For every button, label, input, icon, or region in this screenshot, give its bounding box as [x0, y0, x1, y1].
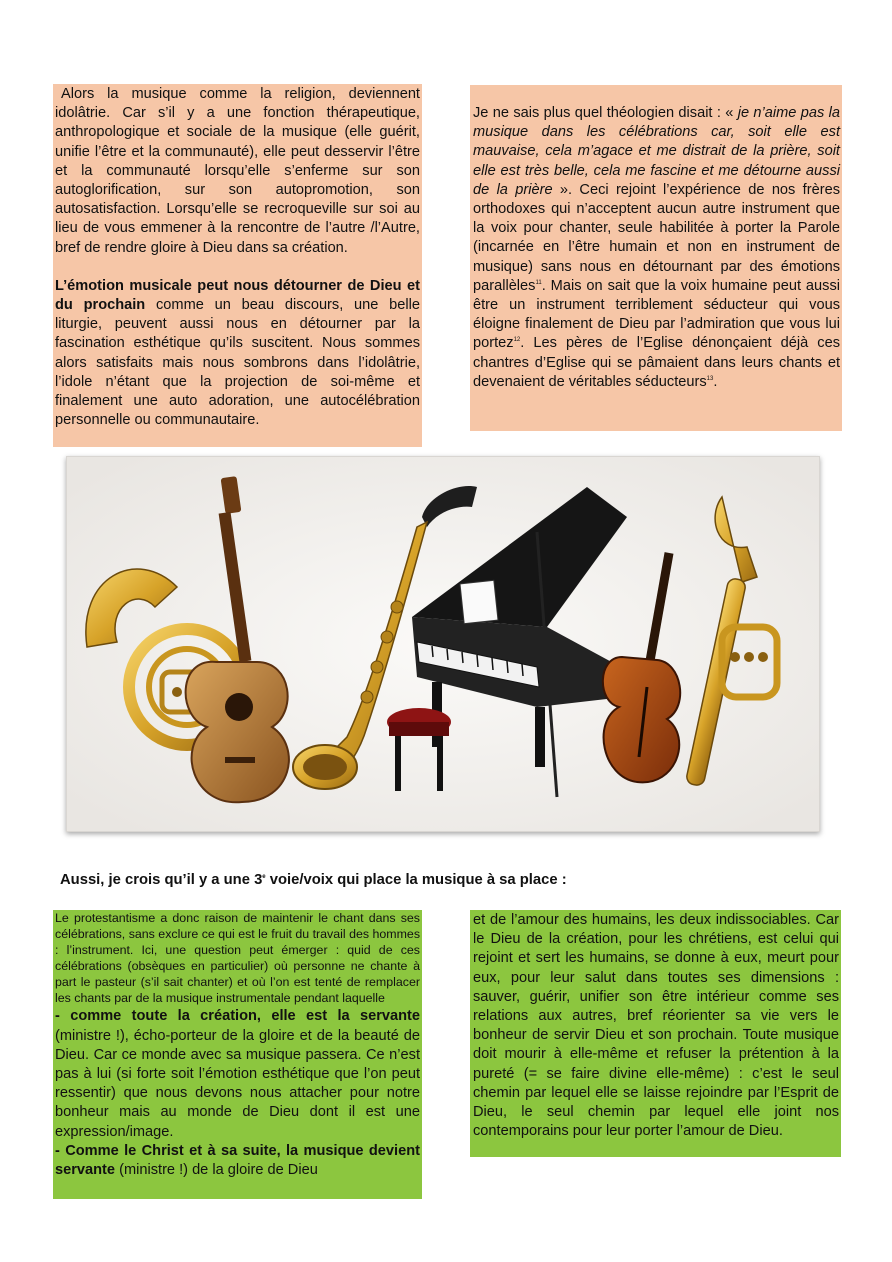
text-block-top-right: [470, 85, 842, 431]
section-heading-third-way: Aussi, je crois qu’il y a une 3e voie/voix qui place la musique à sa place :: [60, 872, 567, 888]
footnote-ref-12[interactable]: 12: [513, 337, 521, 344]
footnote-ref-13[interactable]: 13: [706, 375, 714, 382]
theologian-quote: je n’aime pas la musique dans les célébrations car, soit elle est mauvaise, cela m’agace et me distrait de la prière, soit elle est très belle, cela me fascine et me détourne aussi de la prière: [473, 105, 841, 198]
text-block-bottom-right: [470, 910, 841, 1157]
text-block-top-left: [53, 84, 422, 447]
emphasis-servant-creation: - comme toute la création, elle est la servante: [55, 1008, 420, 1025]
paragraph-theologian: Je ne sais plus quel théologien disait : « je n’aime pas la musique dans les célébrations car, soit elle est mauvaise, cela m’agace et me distrait de la prière, soit elle est très belle, cela me fascine et me détourne aussi de la prière ». Ceci rejoint l’expérience de nos frères orthodoxes qui n’acceptent aucun autre instrument que la voix pour chanter, seule habilitée à porter la Parole (incarnée en l’être humain et non en instrument de musique) sans nous en détournant par des émotions parallèles$^{11}$. Mais on sait que la voix humaine peut aussi être un instrument terriblement séducteur qui vous éloigne finalement de Dieu par l’admiration que vous lui portez$^{12}$. Les pères de l’Eglise dénonçaient déjà ces chantres d’Eglise qui se pâmaient dans leurs chants et devenaient de véritables séducteurs$^{13}$.: [473, 105, 841, 390]
paragraph-servant-christ: - Comme le Christ et à sa suite, la musique devient servante (ministre !) de la gloire de Dieu: [55, 1142, 420, 1179]
paragraph-love-of-humans: et de l’amour des humains, les deux indissociables. Car le Dieu de la création, pour les chrétiens, est celui qui rejoint et sert les humains, se donne à eux, meurt pour eux, pour leur salut dans toutes ses dimensions : sauver, guérir, unifier son être intérieur comme ses relations aux autres, bref réorienter sa vie vers le bonheur de servir Dieu et son prochain. Toute musique doit mourir à elle-même et refuser la prétention à la pureté (= se faire divine elle-même) : c’est le seul chemin par lequel elle se laisse rejoindre par l’Esprit de Dieu, le seul chemin par lequel elle joint nos contemporains pour leur porter l’amour de Dieu.: [473, 912, 839, 1140]
paragraph-servant-creation: - comme toute la création, elle est la servante (ministre !), écho-porteur de la gloire et de la beauté de Dieu. Car ce monde avec sa musique passera. Ce n’est pas à lui (si forte soit l’émotion esthétique que l’on peut ressentir) que nous devons nous attacher pour notre bonheur mais au monde de Dieu dont il est une expression/image.: [55, 1008, 420, 1140]
paragraph-idolatry: Alors la musique comme la religion, deviennent idolâtrie. Car s’il y a une fonction thérapeutique, anthropologique et sociale de la musique (elle guérit, unifie l’être et la communauté), elle peut desservir l’être et la communauté lorsqu’elle s’enferme sur son autoglorification, sur son autopromotion, son autosatisfaction. Lorsqu’elle se recroqueville sur soi au lieu de vous emmener à la rencontre de l’autre /l’Autre, bref de rendre gloire à Dieu dans sa création.: [55, 86, 420, 256]
instruments-illustration: [66, 456, 820, 832]
footnote-ref-11[interactable]: 11: [535, 279, 542, 286]
emphasis-servant-christ: - Comme le Christ et à sa suite, la musique devient servante: [55, 1142, 420, 1179]
emphasis-emotion: L’émotion musicale peut nous détourner de Dieu et du prochain: [55, 277, 420, 314]
paragraph-emotion: L’émotion musicale peut nous détourner de Dieu et du prochain comme un beau discours, une belle liturgie, peuvent aussi nous en détourner par la fascination esthétique qu’ils suscitent. Nous sommes alors satisfaits mais nous sombrons dans l’idolâtrie, l’idole n’étant que la projection de soi-même et finalement une auto adoration, une autocélébration personnelle ou communautaire.: [55, 277, 420, 429]
paragraph-protestantism: Le protestantisme a donc raison de maintenir le chant dans ses célébrations, sans exclure ce qui est le fruit du travail des hommes : l’instrument. Ici, une question peut émerger : quid de ces célébrations (obsèques en particulier) où personne ne chante à part le pasteur (s’il sait chanter) et où l’on est tenté de remplacer les chants par de la musique instrumentale pendant laquelle: [55, 911, 421, 1005]
text-block-bottom-left: [53, 910, 422, 1199]
